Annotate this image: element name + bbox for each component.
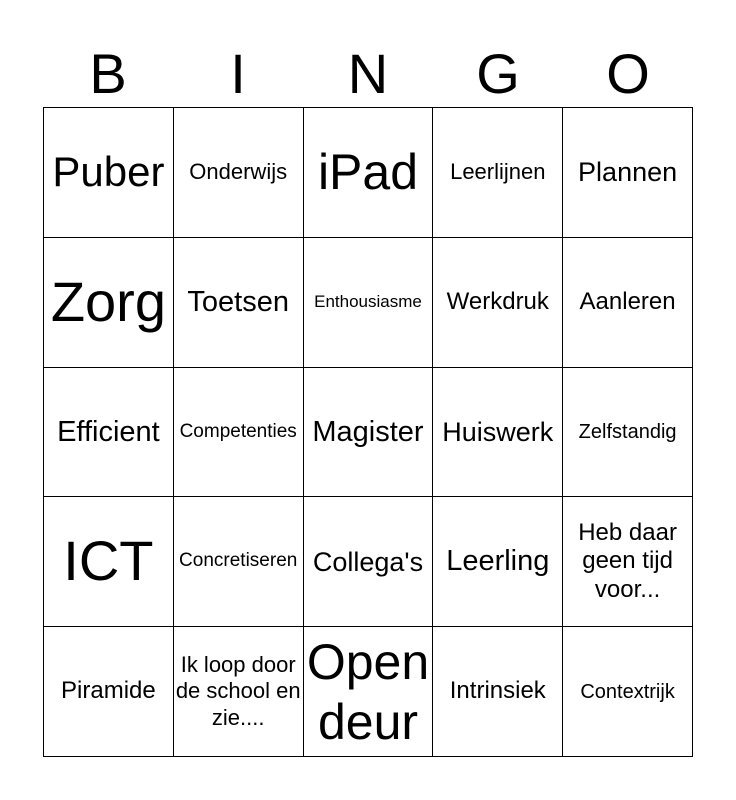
bingo-cell[interactable]: Aanleren (563, 238, 693, 368)
header-letter-i: I (230, 42, 246, 105)
header-letter-n: N (347, 42, 389, 105)
bingo-cell[interactable]: Heb daar geen tijd voor... (563, 497, 693, 627)
header-letter-g: G (476, 42, 520, 105)
bingo-cell[interactable]: Open deur (304, 627, 434, 757)
bingo-cell[interactable]: Onderwijs (174, 108, 304, 238)
bingo-cell[interactable]: Efficient (44, 368, 174, 498)
bingo-cell[interactable]: Toetsen (174, 238, 304, 368)
bingo-cell[interactable]: Puber (44, 108, 174, 238)
bingo-cell[interactable]: iPad (304, 108, 434, 238)
bingo-cell[interactable]: Plannen (563, 108, 693, 238)
bingo-cell[interactable]: Contextrijk (563, 627, 693, 757)
bingo-grid (43, 107, 693, 757)
header-letter-o: O (606, 42, 650, 105)
bingo-cell[interactable]: Enthousiasme (304, 238, 434, 368)
bingo-cell[interactable]: Zelfstandig (563, 368, 693, 498)
bingo-cell[interactable]: Magister (304, 368, 434, 498)
bingo-header (43, 40, 693, 108)
bingo-cell[interactable]: Competenties (174, 368, 304, 498)
bingo-cell[interactable]: Zorg (44, 238, 174, 368)
header-letter-b: B (89, 42, 127, 105)
bingo-cell[interactable]: Ik loop door de school en zie.... (174, 627, 304, 757)
bingo-cell[interactable]: Collega's (304, 497, 434, 627)
bingo-cell[interactable]: Concretiseren (174, 497, 304, 627)
bingo-cell[interactable]: Leerling (433, 497, 563, 627)
bingo-cell[interactable]: Intrinsiek (433, 627, 563, 757)
bingo-cell[interactable]: Leerlijnen (433, 108, 563, 238)
bingo-cell[interactable]: ICT (44, 497, 174, 627)
bingo-cell[interactable]: Huiswerk (433, 368, 563, 498)
bingo-cell[interactable]: Piramide (44, 627, 174, 757)
bingo-cell[interactable]: Werkdruk (433, 238, 563, 368)
